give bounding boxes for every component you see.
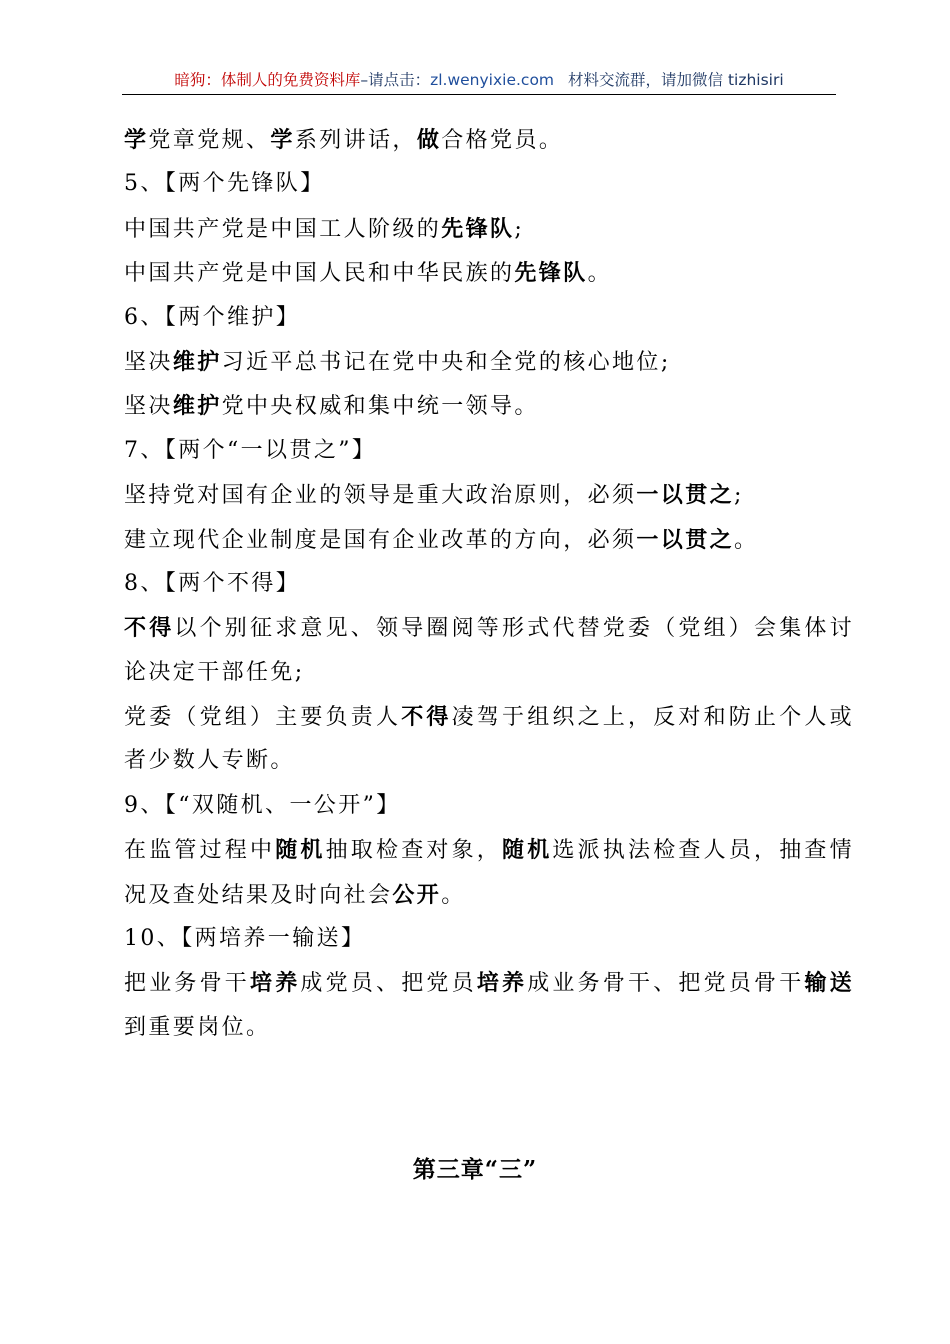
plain-text: 合格党员。 <box>441 128 564 153</box>
section-heading-7: 7、【两个“一以贯之”】 <box>124 437 377 463</box>
bold-text: 培养 <box>476 970 528 997</box>
plain-text: 坚持党对国有企业的领导是重大政治原则，必须 <box>124 483 637 509</box>
plain-text: 。 <box>734 527 759 553</box>
bold-text: 学 <box>270 127 295 153</box>
bold-text: 学 <box>124 127 149 153</box>
bold-text: 培养 <box>250 970 301 997</box>
plain-text: 中国共产党是中国人民和中华民族的 <box>124 261 515 287</box>
section-heading-6: 6、【两个维护】 <box>124 304 301 330</box>
plain-text: 党章党规、 <box>148 128 271 153</box>
plain-text: 中国共产党是中国工人阶级的 <box>124 216 442 242</box>
section-8-line-2: 论决定干部任免; <box>124 659 305 685</box>
bold-text: 做 <box>416 127 442 153</box>
plain-text: 抽取检查对象， <box>325 838 503 864</box>
section-9-line-2 <box>124 873 836 917</box>
section-8-line-4: 者少数人专断。 <box>124 748 295 774</box>
plain-text: 习近平总书记在党中央和全党的核心地位; <box>221 349 671 375</box>
section-heading-9: 9、【“双随机、一公开”】 <box>124 792 401 818</box>
intro-line <box>124 118 836 162</box>
bold-text: 随机 <box>275 837 326 864</box>
plain-text: 坚决 <box>124 394 173 420</box>
header-link-prefix: –请点击： <box>360 71 431 89</box>
bold-text: 维护 <box>172 348 222 375</box>
plain-text: 成业务骨干、把党员骨干 <box>527 971 805 997</box>
section-6-line-2 <box>124 384 836 428</box>
bold-text: 不得 <box>124 615 175 642</box>
section-10-line-1 <box>124 961 855 1005</box>
section-6-line-1 <box>124 340 836 384</box>
section-7-line-1 <box>124 473 836 517</box>
section-5-line-2 <box>124 251 836 295</box>
section-8-line-1 <box>124 606 855 650</box>
bold-text: 先锋队 <box>514 260 588 287</box>
bold-text: 维护 <box>172 393 222 420</box>
bold-text: 一以贯之 <box>636 526 735 553</box>
plain-text: 成党员、把党员 <box>300 971 477 997</box>
section-heading-5: 5、【两个先锋队】 <box>124 171 325 197</box>
plain-text: ; <box>514 216 525 242</box>
plain-text: 况及查处结果及时向社会 <box>124 882 393 908</box>
plain-text: 选派执法检查人员，抽查情 <box>552 838 855 864</box>
bold-text: 先锋队 <box>441 215 515 242</box>
chapter-title: 第三章“三” <box>412 1156 538 1183</box>
plain-text: 建立现代企业制度是国有企业改革的方向，必须 <box>124 527 637 553</box>
document-body <box>124 118 855 1050</box>
section-5-line-1 <box>124 207 836 251</box>
section-heading-8: 8、【两个不得】 <box>124 570 301 596</box>
section-heading-10: 10、【两培养一输送】 <box>124 926 366 952</box>
section-9-line-1 <box>124 828 855 872</box>
plain-text: 。 <box>441 882 466 908</box>
header-link[interactable]: zl.wenyixie.com <box>430 71 555 89</box>
page-header <box>122 68 836 95</box>
plain-text: 在监管过程中 <box>124 838 276 864</box>
section-10-line-2: 到重要岗位。 <box>124 1014 271 1040</box>
bold-text: 一以贯之 <box>636 482 735 509</box>
plain-text: 以个别征求意见、领导圈阅等形式代替党委（党组）会集体讨 <box>174 616 855 642</box>
bold-text: 不得 <box>401 704 452 731</box>
plain-text: 。 <box>587 261 613 287</box>
bold-text: 随机 <box>502 837 553 864</box>
section-7-line-2 <box>124 518 836 562</box>
section-8-line-3 <box>124 695 855 739</box>
header-wechat: 材料交流群，请加微信 tizhisiri <box>568 71 784 89</box>
bold-text: 公开 <box>392 881 442 908</box>
plain-text: 坚决 <box>124 349 173 375</box>
plain-text: 党委（党组）主要负责人 <box>124 705 402 731</box>
plain-text: 把业务骨干 <box>124 971 251 997</box>
plain-text: 系列讲话， <box>294 128 417 153</box>
plain-text: ; <box>734 483 744 509</box>
bold-text: 输送 <box>804 970 855 997</box>
header-brand: 暗狗：体制人的免费资料库 <box>174 71 361 89</box>
plain-text: 凌驾于组织之上，反对和防止个人或 <box>451 705 855 731</box>
plain-text: 党中央权威和集中统一领导。 <box>221 394 539 420</box>
